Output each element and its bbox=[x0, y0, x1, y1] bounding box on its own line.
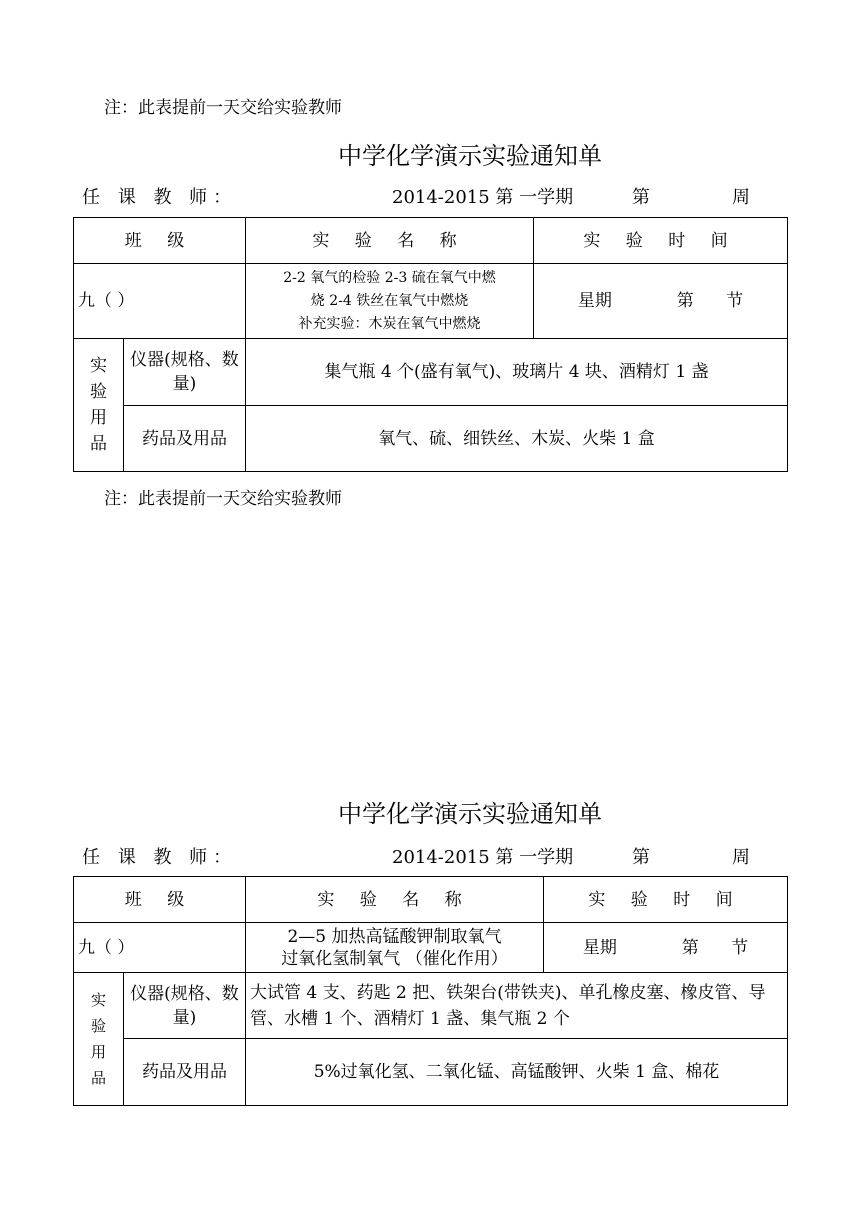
experiment-line: 2-2 氧气的检验 2-3 硫在氧气中燃 bbox=[283, 269, 496, 286]
header-row bbox=[74, 218, 788, 264]
week-suffix: 周 bbox=[732, 847, 750, 868]
supplies-label: 实验用品 bbox=[74, 973, 124, 1106]
class-value: 九（ ） bbox=[74, 923, 246, 973]
experiment-time-header: 实 验 时 间 bbox=[544, 877, 788, 923]
teacher-label: 任 课 教 师： bbox=[82, 187, 238, 208]
sheet-2-table bbox=[73, 876, 788, 1106]
instrument-value: 大试管 4 支、药匙 2 把、铁架台(带铁夹)、单孔橡皮塞、橡皮管、导管、水槽 1 个、酒精灯 1 盏、集气瓶 2 个 bbox=[246, 973, 788, 1039]
experiment-row bbox=[74, 923, 788, 973]
sheet-1-note: 注：此表提前一天交给实验教师 bbox=[104, 489, 342, 509]
experiment-name-value bbox=[246, 923, 544, 973]
class-header: 班 级 bbox=[74, 877, 246, 923]
week-suffix: 周 bbox=[732, 187, 750, 208]
sheet-1-title: 中学化学演示实验通知单 bbox=[338, 142, 602, 170]
experiment-line: 2—5 加热高锰酸钾制取氧气 bbox=[287, 926, 502, 947]
sheet-2-meta-row bbox=[82, 843, 772, 867]
sheet-1-table bbox=[73, 217, 788, 472]
week-prefix: 第 bbox=[632, 187, 650, 208]
experiment-time-value: 星期 第 节 bbox=[534, 264, 788, 339]
term-label: 2014-2015 第 一学期 bbox=[392, 847, 574, 868]
experiment-name-value bbox=[246, 264, 534, 339]
reagent-row bbox=[74, 406, 788, 472]
week-prefix: 第 bbox=[632, 847, 650, 868]
reagent-label: 药品及用品 bbox=[124, 406, 246, 472]
instrument-row bbox=[74, 339, 788, 406]
class-header: 班 级 bbox=[74, 218, 246, 264]
sheet-2-title: 中学化学演示实验通知单 bbox=[338, 800, 602, 828]
reagent-value: 氧气、硫、细铁丝、木炭、火柴 1 盒 bbox=[246, 406, 788, 472]
top-note: 注：此表提前一天交给实验教师 bbox=[104, 98, 342, 118]
reagent-label: 药品及用品 bbox=[124, 1039, 246, 1106]
term-label: 2014-2015 第 一学期 bbox=[392, 187, 574, 208]
teacher-label: 任 课 教 师： bbox=[82, 847, 238, 868]
reagent-value: 5%过氧化氢、二氧化锰、高锰酸钾、火柴 1 盒、棉花 bbox=[246, 1039, 788, 1106]
instrument-row bbox=[74, 973, 788, 1039]
instrument-label: 仪器(规格、数量) bbox=[124, 973, 246, 1039]
header-row bbox=[74, 877, 788, 923]
supplies-label: 实验用品 bbox=[74, 339, 124, 472]
reagent-row bbox=[74, 1039, 788, 1106]
experiment-row bbox=[74, 264, 788, 339]
class-value: 九（ ） bbox=[74, 264, 246, 339]
experiment-line: 过氧化氢制氧气 （催化作用） bbox=[281, 948, 508, 969]
experiment-time-value: 星期 第 节 bbox=[544, 923, 788, 973]
instrument-label: 仪器(规格、数量) bbox=[124, 339, 246, 406]
experiment-name-header: 实 验 名 称 bbox=[246, 877, 544, 923]
experiment-time-header: 实 验 时 间 bbox=[534, 218, 788, 264]
instrument-value: 集气瓶 4 个(盛有氧气)、玻璃片 4 块、酒精灯 1 盏 bbox=[246, 339, 788, 406]
experiment-line: 补充实验：木炭在氧气中燃烧 bbox=[298, 315, 481, 332]
experiment-name-header: 实 验 名 称 bbox=[246, 218, 534, 264]
sheet-1-meta-row bbox=[82, 183, 772, 207]
experiment-line: 烧 2-4 铁丝在氧气中燃烧 bbox=[310, 292, 469, 309]
